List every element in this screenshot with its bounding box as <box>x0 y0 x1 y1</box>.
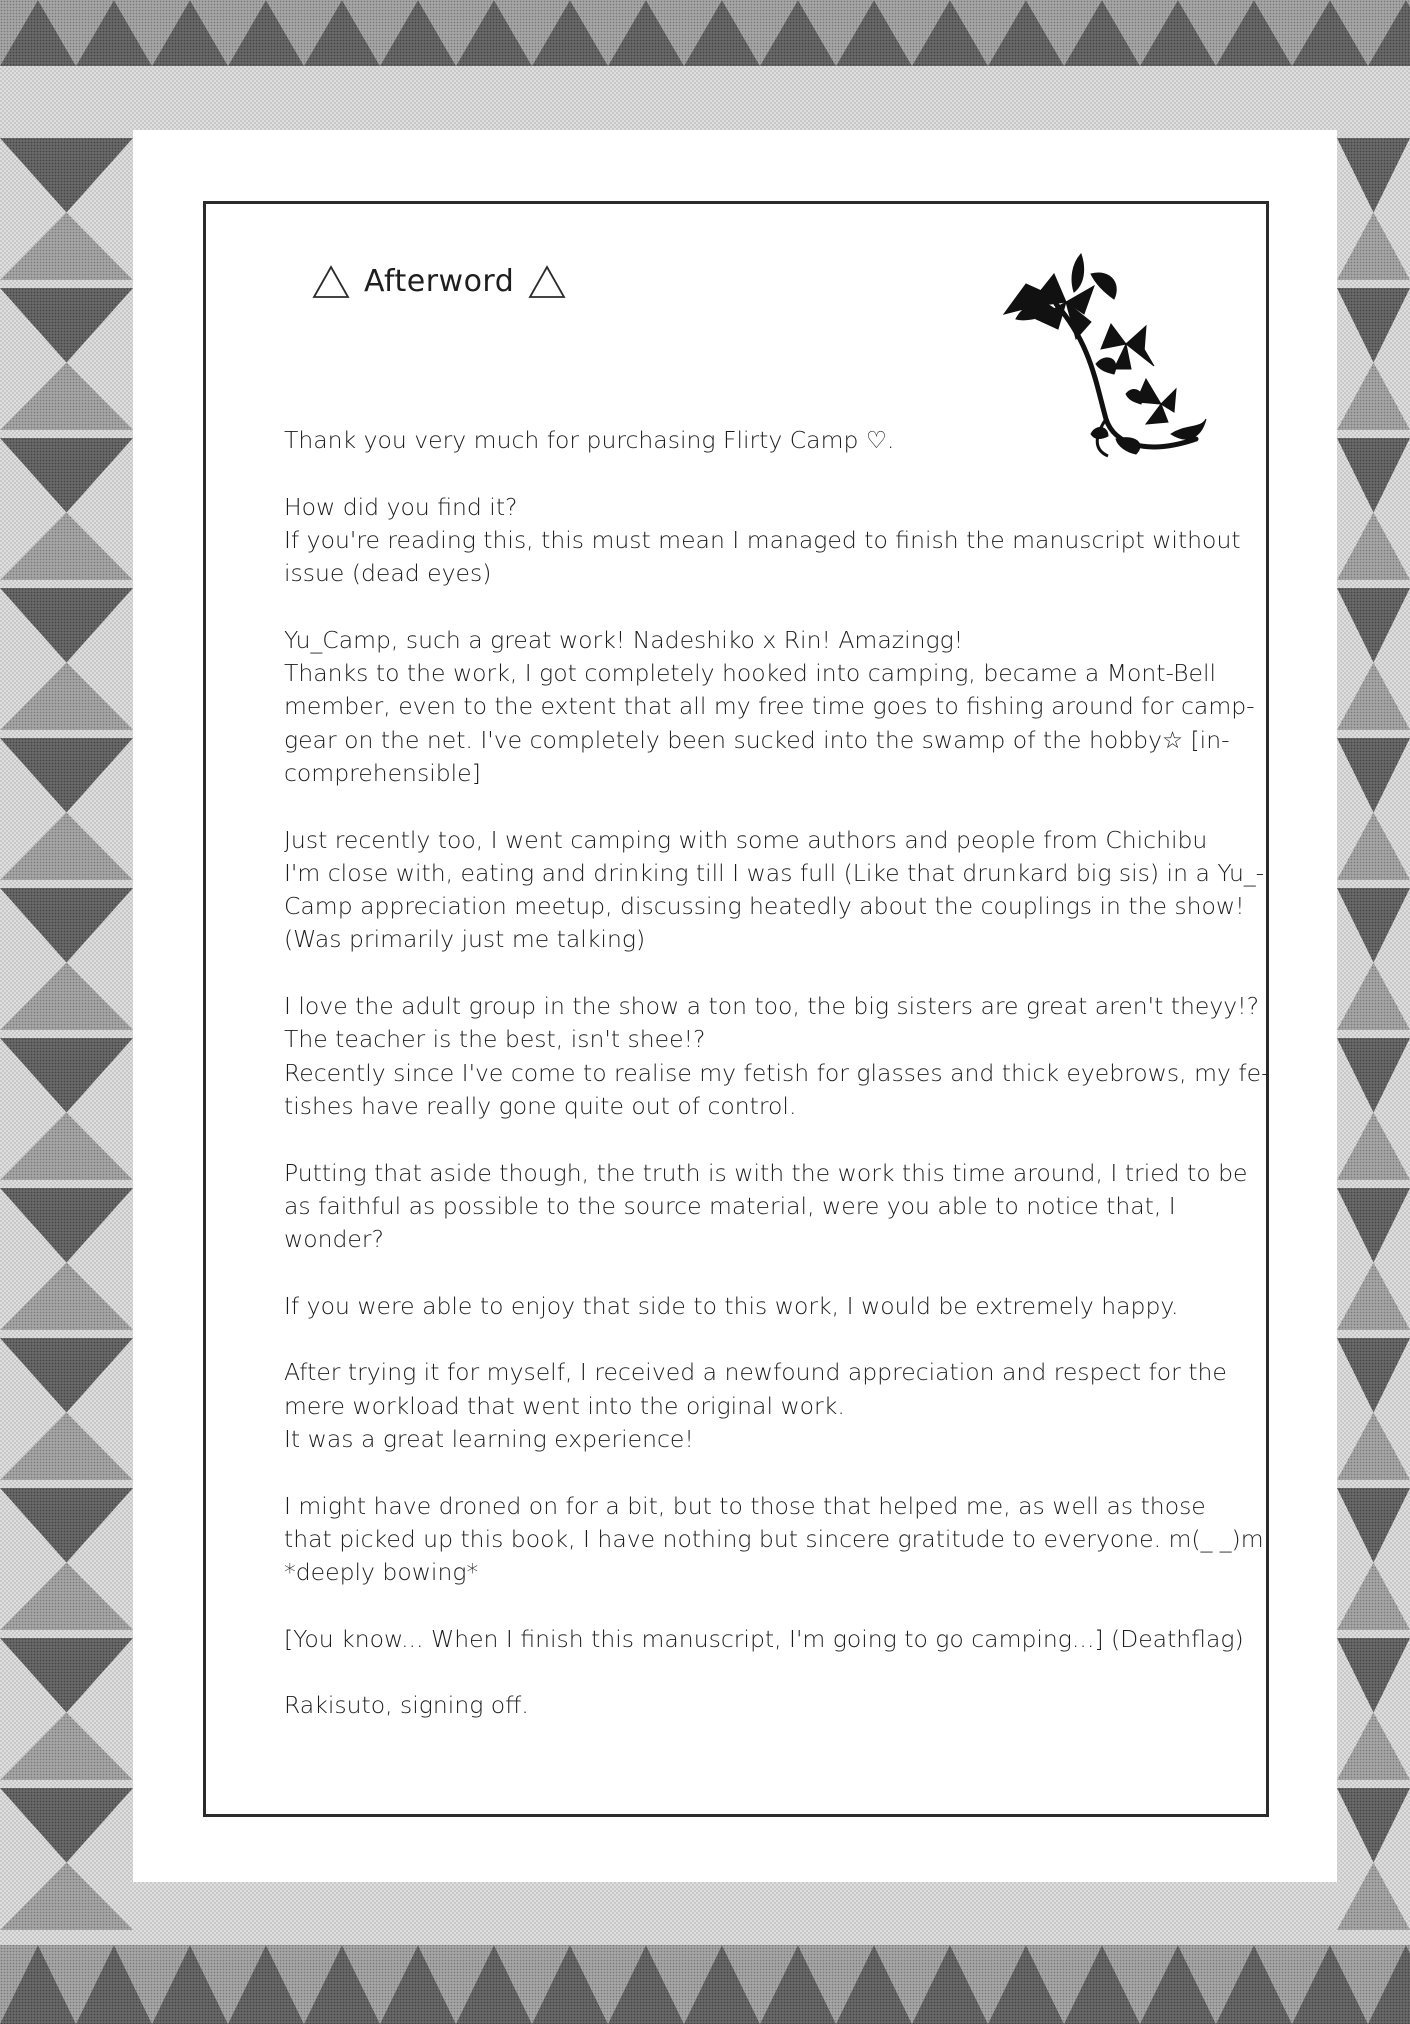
title-row <box>312 264 566 299</box>
paragraph <box>284 1689 1244 1722</box>
text-line: How did you find it? <box>284 492 518 521</box>
paragraph <box>284 1356 1244 1456</box>
text-line: issue (dead eyes) <box>284 559 492 588</box>
paragraph <box>284 990 1270 1123</box>
text-line: comprehensible] <box>284 758 481 787</box>
text-line: Putting that aside though, the truth is with the work this time around, I tried to be <box>284 1158 1248 1187</box>
text-line: I might have droned on for a bit, but to those that helped me, as well as those <box>284 1491 1206 1520</box>
paragraph <box>284 491 1244 591</box>
paragraph <box>284 624 1255 790</box>
text-line: If you're reading this, this must mean I managed to finish the manuscript without <box>284 525 1241 554</box>
text-line: Camp appreciation meetup, discussing heatedly about the couplings in the show! <box>284 892 1245 921</box>
text-line: wonder? <box>284 1225 385 1254</box>
text-line: *deeply bowing* <box>284 1558 479 1587</box>
text-line: as faithful as possible to the source material, were you able to notice that, I <box>284 1191 1176 1220</box>
text-line: It was a great learning experience! <box>284 1424 694 1453</box>
paragraph <box>284 1490 1264 1590</box>
text-line: Thank you very much for purchasing Flirty Camp ♡. <box>284 426 895 454</box>
paragraph <box>284 424 1244 457</box>
text-line: Yu_Camp, such a great work! Nadeshiko x Rin! Amazingg! <box>284 625 964 654</box>
text-line: Just recently too, I went camping with some authors and people from Chichibu <box>284 825 1208 854</box>
afterword-frame <box>203 201 1269 1817</box>
text-line: [You know... When I finish this manuscript, I'm going to go camping...] (Deathflag) <box>284 1624 1244 1653</box>
text-line: that picked up this book, I have nothing but sincere gratitude to everyone. m(_ _)m <box>284 1524 1264 1553</box>
text-line: If you were able to enjoy that side to this work, I would be extremely happy. <box>284 1291 1179 1320</box>
text-line: Recently since I've come to realise my fetish for glasses and thick eyebrows, my fe- <box>284 1058 1270 1087</box>
paragraph <box>284 1623 1244 1656</box>
page-title: Afterword <box>364 264 515 299</box>
paragraph <box>284 824 1265 957</box>
text-line: After trying it for myself, I received a newfound appreciation and respect for the <box>284 1358 1227 1387</box>
text-line: mere workload that went into the original work. <box>284 1391 845 1420</box>
text-line: I'm close with, eating and drinking till I was full (Like that drunkard big sis) in a Yu_- <box>284 858 1265 887</box>
paragraph <box>284 1290 1244 1323</box>
text-line: member, even to the extent that all my free time goes to fishing around for camp- <box>284 692 1255 721</box>
afterword-body <box>284 424 1270 1756</box>
text-line: (Was primarily just me talking) <box>284 925 646 954</box>
text-line: Thanks to the work, I got completely hooked into camping, became a Mont-Bell <box>284 659 1217 688</box>
text-line: I love the adult group in the show a ton too, the big sisters are great aren't theyy!? <box>284 992 1260 1021</box>
outline-triangle-icon <box>528 265 566 299</box>
paragraph <box>284 1157 1248 1257</box>
text-line: The teacher is the best, isn't shee!? <box>284 1025 706 1054</box>
text-line: gear on the net. I've completely been sucked into the swamp of the hobby☆ [in- <box>284 725 1230 754</box>
outline-triangle-icon <box>312 265 350 299</box>
text-line: Rakisuto, signing off. <box>284 1691 529 1720</box>
text-line: tishes have really gone quite out of control. <box>284 1091 797 1120</box>
